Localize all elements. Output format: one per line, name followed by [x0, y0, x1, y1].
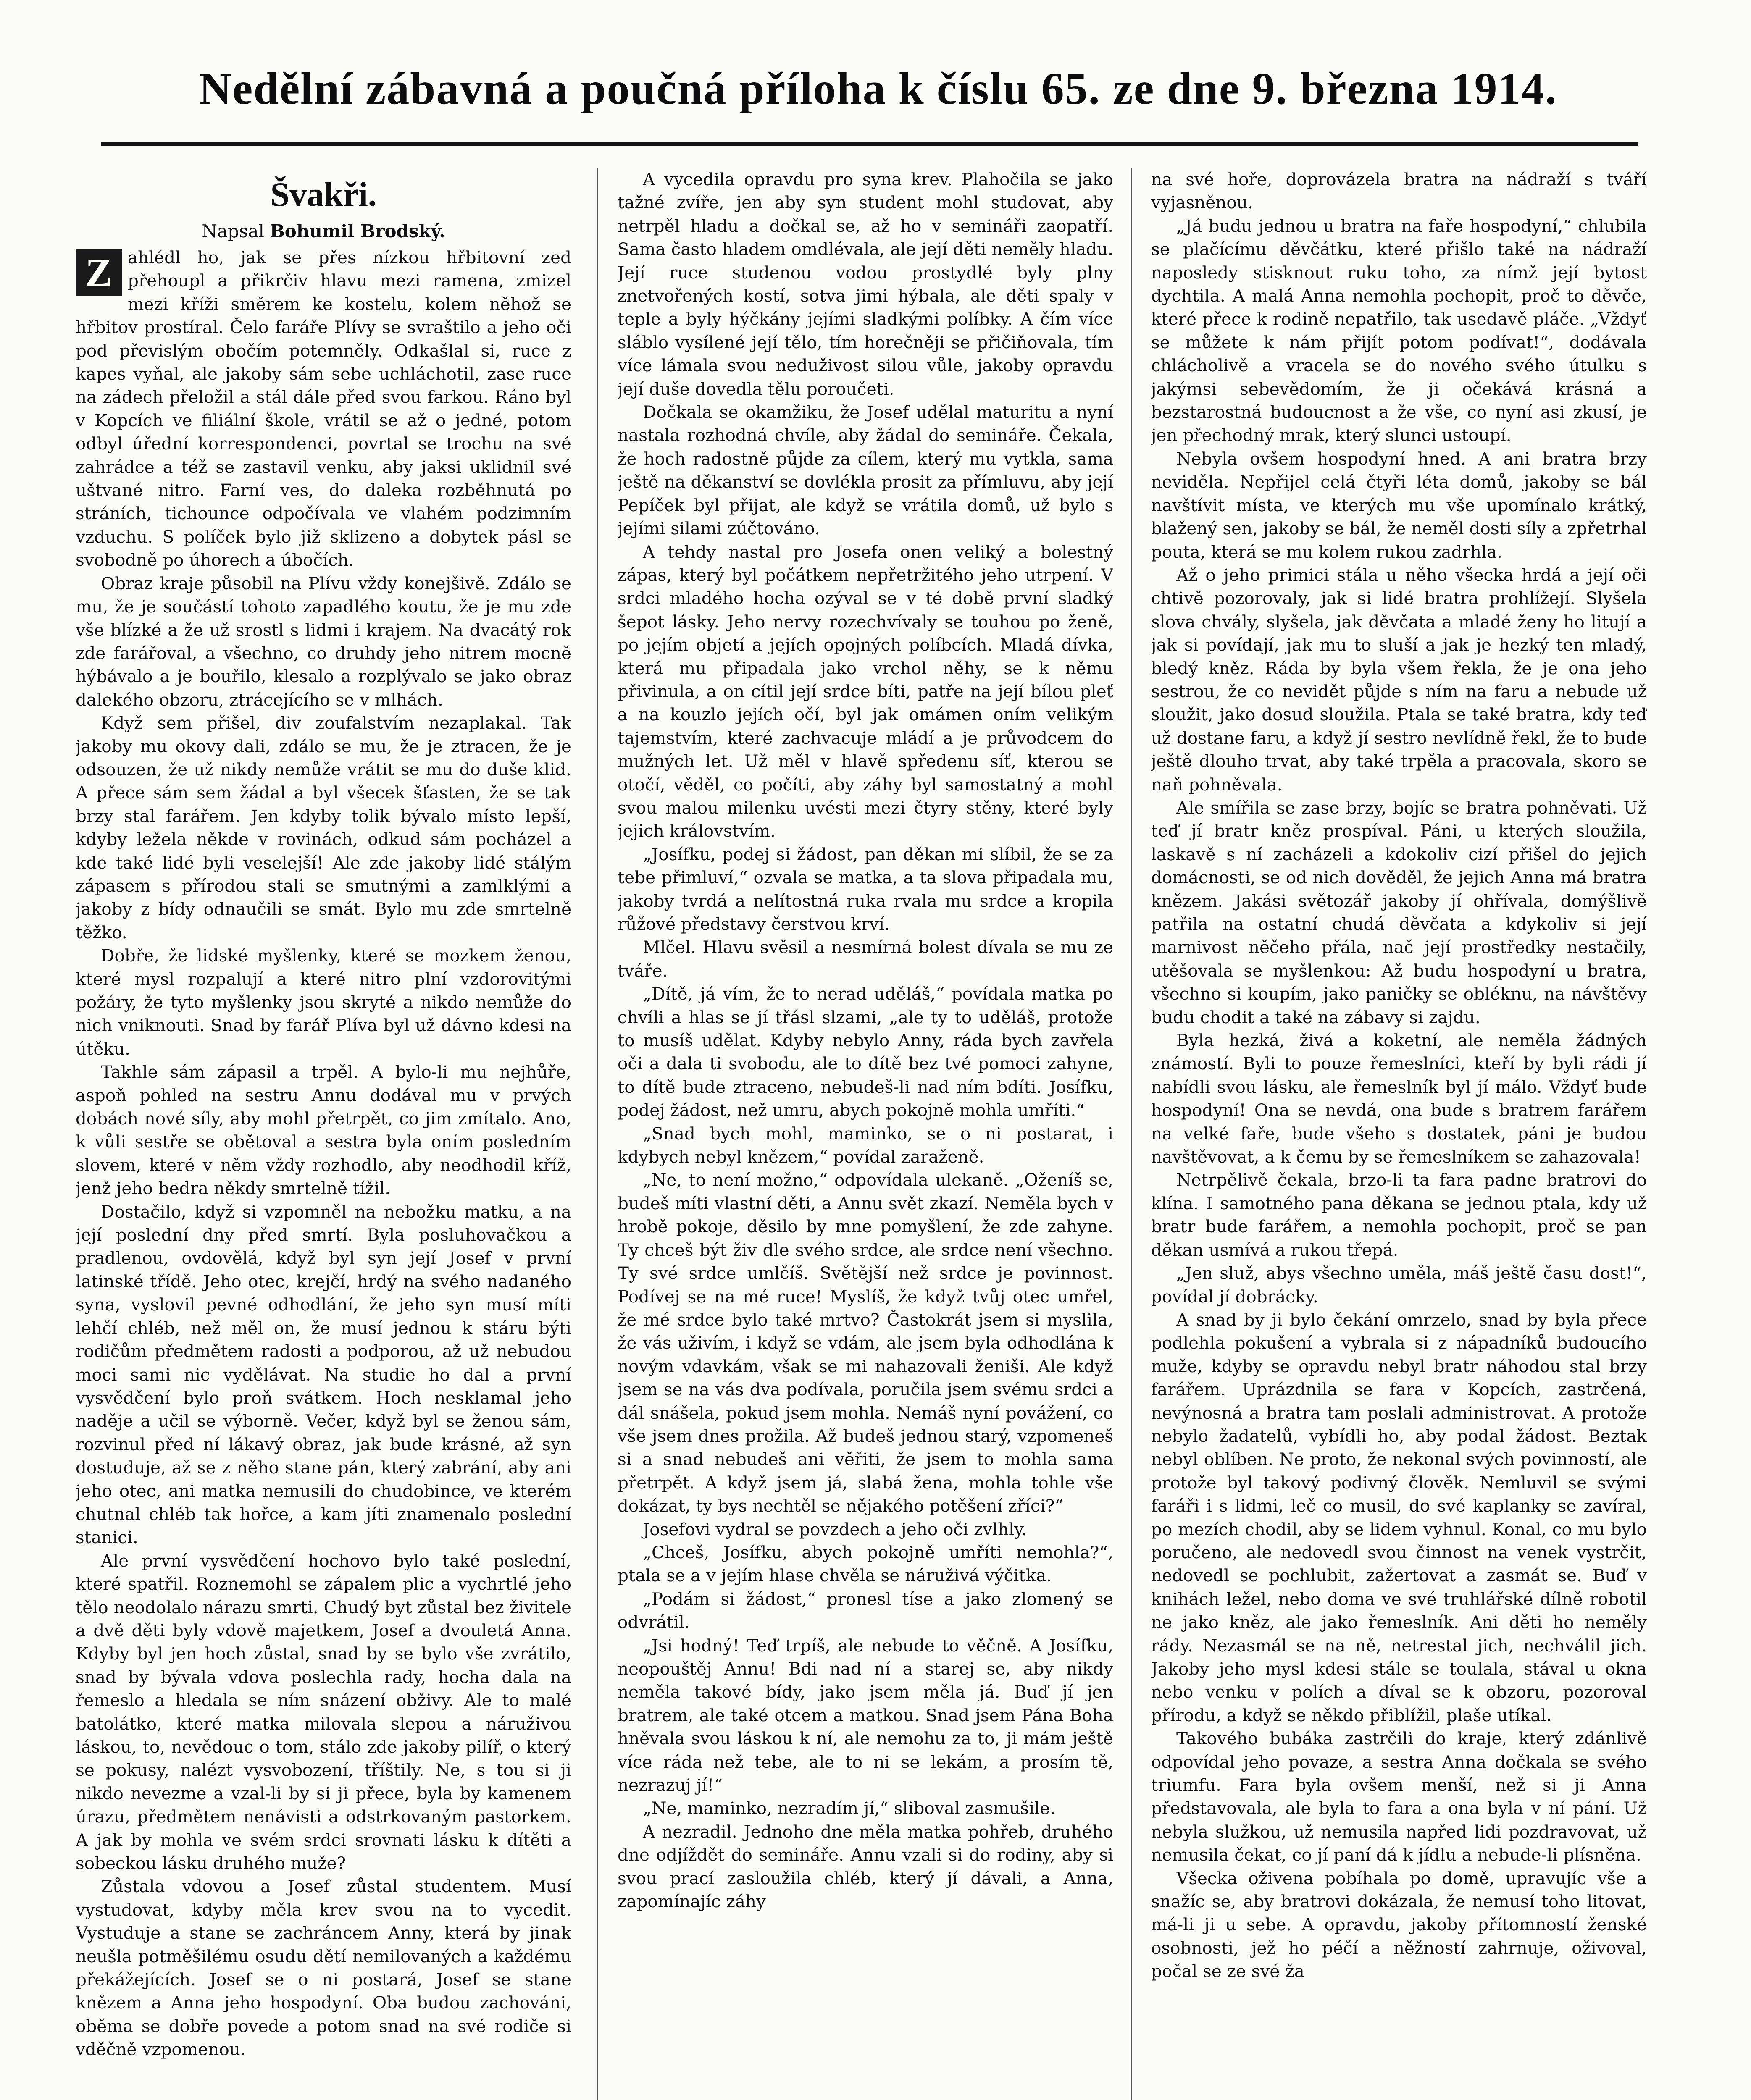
paragraph: Všecka oživena pobíhala po domě, upravujíc vše a snažíc se, aby bratrovi dokázala, že nemusí toho litovat, má-li ji u sebe. A opravdu, jakoby přítomností ženské osobnosti, jež ho péčí a něžností zahrnuje, oživoval, počal se ze své ža — [1151, 1868, 1647, 1982]
paragraph: „Josífku, podej si žádost, pan děkan mi slíbil, že se za tebe přimluví,“ ozvala se matka, a ta slova připadala mu, jakoby tvrdá a nelítostná ruka rvala mu srdce a kropila růžové představy čerstvou krví. — [618, 844, 1113, 934]
paragraph: „Ne, maminko, nezradím jí,“ sliboval zasmušile. — [643, 1798, 1055, 1819]
paragraph: Ale první vysvědčení hochovo bylo také poslední, které spatřil. Roznemohl se zápalem plic a vychrtlé jeho tělo neodolalo nárazu smrti. Chudý byt zůstal bez živitele a dvě děti byly vdově majetkem, Josef a dvouletá Anna. Kdyby byl jen hoch zůstal, snad by se bylo vše zvrátilo, snad by bývala vdova poslechla rady, hocha dala na řemeslo a hledala se ním snázení obživy. Ale to malé batolátko, které matka milovala slepou a náruživou láskou, to, nevědouc o tom, stálo zde jakoby pilíř, o který se pokusy, nalézt vysvobození, tříštily. Ne, s tou si ji nikdo nevezme a vzal-li by si ji přece, byla by kamenem úrazu, předmětem nenávisti a odstrkovaným pastorkem. A jak by mohla ve svém srdci srovnati lásku k dítěti a sobeckou lásku druhého muže? — [76, 1550, 571, 1874]
paragraph: Když sem přišel, div zoufalstvím nezaplakal. Tak jakoby mu okovy dali, zdálo se mu, že je ztracen, že je odsouzen, že už nikdy nemůže vrátit se mu do duše klid. A přece sám sem žádal a byl všecek šťasten, že se tak brzy stal farářem. Jen kdyby tolik bývalo místo lepší, kdyby ležela někde v rovinách, odkud sám pocházel a kde také lidé byli veselejší! Ale zde jakoby lidé stálým zápasem s přírodou stali se smutnými a zamlklými a jakoby z bídy odnaučili se smát. Bylo mu zde smrtelně těžko. — [76, 713, 571, 942]
paragraph: „Dítě, já vím, že to nerad uděláš,“ povídala matka po chvíli a hlas se jí třásl slzami, „ale ty to uděláš, protože to musíš udělat. Kdyby nebylo Anny, ráda bych zavřela oči a dala ti svobodu, ale to dítě bez tvé pomoci zahyne, to dítě bude ztraceno, nebudeš-li nad ním bdíti. Josífku, podej žádost, než umru, abych pokojně mohla umříti.“ — [618, 984, 1113, 1121]
paragraph: „Chceš, Josífku, abych pokojně umříti nemohla?“, ptala se a v jejím hlase chvěla se náruživá výčitka. — [618, 1542, 1113, 1586]
paragraph: Nebyla ovšem hospodyní hned. A ani bratra brzy neviděla. Nepřijel celá čtyři léta domů, jakoby se bál navštívit místa, ve kterých mu vše upomínalo krátký, blažený sen, jakoby se bál, že neměl dosti síly a zpřetrhal pouta, která se mu kolem rukou zadrhla. — [1151, 448, 1647, 562]
paragraph: ahlédl ho, jak se přes nízkou hřbitovní zeď přehoupl a přikrčiv hlavu mezi ramena, zmizel mezi kříži směrem ke kostelu, kolem něhož se hřbitov prostíral. Čelo faráře Plívy se svraštilo a jeho oči pod převislým obočím potemněly. Odkašlal si, ruce z kapes vyňal, ale jakoby sám sebe uchláchotil, zase ruce na zádech přeložil a stál dále před svou farkou. Ráno byl v Kopcích ve filiální škole, vrátil se až o jedné, potom odbyl úřední korrespondenci, povrtal se trochu na své zahrádce a též se zastavil venku, aby jaksi uklidnil své uštvané nitro. Farní ves, do daleka rozběhnutá po stráních, tichounce odpočívala ve vlahém podzimním vzduchu. S políček bylo již sklizeno a dobytek pásl se svobodně po úhorech a úbočích. — [76, 247, 571, 570]
paragraph: Mlčel. Hlavu svěsil a nesmírná bolest dívala se mu ze tváře. — [618, 937, 1113, 981]
supplement-header: Nedělní zábavná a poučná příloha k číslu 65. ze dne 9. března 1914. — [199, 64, 1557, 114]
byline — [76, 219, 571, 244]
byline-prefix: Napsal — [202, 221, 264, 242]
paragraph: Dobře, že lidské myšlenky, které se mozkem ženou, které mysl rozpalují a které nitro plní vzdorovitými požáry, že tyto myšlenky jsou skryté a nikdo nemůže do nich vniknouti. Snad by farář Plíva byl už dávno kdesi na útěku. — [76, 945, 571, 1059]
column-2 — [618, 168, 1113, 2100]
paragraph: A snad by ji bylo čekání omrzelo, snad by byla přece podlehla pokušení a vybrala si z nápadníků budoucího muže, kdyby se opravdu nebyl bratr náhodou stal brzy farářem. Uprázdnila se fara v Kopcích, zastrčená, nevýnosná a bratra tam poslali administrovat. A protože nebylo žadatelů, vybídli ho, aby podal žádost. Beztak nebyl oblíben. Ne proto, že nekonal svých povinností, ale protože byl takový podivný člověk. Nemluvil se svými faráři i s lidmi, leč co musil, do své kaplanky se zavíral, po mezích chodil, aby se lidem vyhnul. Konal, co mu bylo poručeno, ale nedovedl svou činnost na venek vystrčit, nedovedl se pochlubit, zažertovat a zasmát se. Buď v knihách ležel, nebo doma ve své truhlářské dílně robotil ne jako kněz, ale jako řemeslník. Ani děti ho neměly rády. Nezasmál se na ně, netrestal jich, nechválil jich. Jakoby jeho mysl kdesi stále se toulala, stával u okna nebo venku v polích a díval se k obzoru, pozoroval přírodu, a když se někdo přiblížil, plaše utíkal. — [1151, 1309, 1647, 1725]
paragraph: „Snad bych mohl, maminko, se o ni postarat, i kdybych nebyl knězem,“ povídal zaraženě. — [618, 1123, 1113, 1167]
paragraph: Josefovi vydral se povzdech a jeho oči zvlhly. — [643, 1519, 1027, 1539]
article-title: Švakři. — [270, 175, 377, 213]
paragraph: Obraz kraje působil na Plívu vždy konejšivě. Zdálo se mu, že je součástí tohoto zapadlého koutu, že je mu zde vše blízké a že už srostl s lidmi i krajem. Na dvacátý rok zde farářoval, a všechno, co druhdy jeho nitrem mocně hýbávalo a je bouřilo, klesalo a rozplývalo se jako obraz dalekého obzoru, ztrácejícího se v mlhách. — [76, 573, 571, 710]
author-name: Bohumil Brodský. — [270, 221, 445, 242]
paragraph: „Jen služ, abys všechno uměla, máš ještě času dost!“, povídal jí dobrácky. — [1151, 1263, 1647, 1307]
paragraph: Zůstala vdovou a Josef zůstal studentem. Musí vystudovat, kdyby měla krev svou na to vycedit. Vystuduje a stane se zachráncem Anny, která by jinak neušla potměšilému osudu dětí nemilovaných a každému překážejících. Josef se o ni postará, Josef se stane knězem a Anna jeho hospodyní. Oba budou zachováni, oběma se dobře povede a potom snad na své rodiče si vděčně vzpomenou. — [76, 1876, 571, 2060]
paragraph: Ale smířila se zase brzy, bojíc se bratra pohněvati. Už teď jí bratr kněz prospíval. Páni, u kterých sloužila, laskavě s ní zacházeli a kdokoliv cizí přišel do jejich domácnosti, se od nich dověděl, že jejich Anna má bratra knězem. Jakási světozář jakoby jí ohřívala, domýšlivě patřila na ostatní chudá děvčata a kdykoliv si její marnivost něčeho přála, nač její prostředky nestačily, utěšovala se myšlenkou: Až budu hospodyní u bratra, všechno si koupím, jako paničky se obléknu, na návštěvy budu chodit a také na zábavy si zajdu. — [1151, 797, 1647, 1027]
paragraph: Dočkala se okamžiku, že Josef udělal maturitu a nyní nastala rozhodná chvíle, aby žádal do semináře. Čekala, že hoch radostně půjde za cílem, který mu vytkla, sama ještě na děkanství se dovlékla prosit za přímluvu, aby její Pepíček byl přijat, ale když se vrátila domů, už bylo s jejími silami zúčtováno. — [618, 402, 1113, 539]
header-rule — [101, 142, 1638, 146]
column-divider — [1131, 168, 1132, 2100]
column-divider — [597, 168, 598, 2100]
paragraph: „Já budu jednou u bratra na faře hospodyní,“ chlubila se plačícímu děvčátku, které přišlo také na nádraží naposledy stisknout ruku toho, za nímž její bytost dychtila. A malá Anna nemohla pochopit, proč to děvče, které přece k rodině nepatřilo, tak usedavě pláče. „Vždyť se můžete k nám přijít potom podívat!“, dodávala chlácholivě a vracela se do nového svého útulku s jakýmsi sebevědomím, že ji očekává krásná a bezstarostná budoucnost a že vše, co nyní asi zkusí, je jen přechodný mrak, který slunci ustoupí. — [1151, 215, 1647, 446]
column-3 — [1151, 168, 1647, 2100]
paragraph: na své hoře, doprovázela bratra na nádraží s tváří vyjasněnou. — [1151, 169, 1647, 213]
paragraph: A tehdy nastal pro Josefa onen veliký a bolestný zápas, který byl počátkem nepřetržitého jeho utrpení. V srdci mladého hocha ozýval se v té době první sladký šepot lásky. Jeho nervy rozechvívaly se touhou po ženě, po jejím objetí a jejích opojných políbcích. Mladá dívka, která mu připadala jako vrchol něhy, se k němu přivinula, a on cítil její srdce bíti, patře na její bílou pleť a na kouzlo jejích očí, byl jak omámen oním velikým tajemstvím, které zachvacuje mládí a je průvodcem do mužných let. Už měl v hlavě spředenu síť, kterou se otočí, věděl, co počíti, aby záhy byl samostatný a mohl svou malou milenku uvésti mezi čtyry stěny, které byly jejich královstvím. — [618, 541, 1113, 841]
paragraph: Takhle sám zápasil a trpěl. A bylo-li mu nejhůře, aspoň pohled na sestru Annu dodával mu v prvých dobách nové síly, aby mohl přetrpět, co jim zmítalo. Ano, k vůli sestře se obětoval a sestra byla oním posledním slovem, které v něm vždy rozhodlo, aby neodhodil kříž, jenž jeho bedra někdy smrtelně tížil. — [76, 1062, 571, 1199]
paragraph: „Jsi hodný! Teď trpíš, ale nebude to věčně. A Josífku, neopouštěj Annu! Bdi nad ní a starej se, aby nikdy neměla takové bídy, jako jsem měla já. Buď jí jen bratrem, ale také otcem a matkou. Snad jsem Pána Boha hněvala svou láskou k ní, ale nemohu za to, ji mám ještě více ráda než tebe, ale to ni se lekám, a prosím tě, nezrazuj jí!“ — [618, 1635, 1113, 1796]
paragraph: Dostačilo, když si vzpomněl na nebožku matku, a na její poslední dny před smrtí. Byla posluhovačkou a pradlenou, ovdovělá, když byl syn její Josef v první latinské třídě. Jeho otec, krejčí, hrdý na svého nadaného syna, vyslovil pevné odhodlání, že jeho syn musí míti lehčí chléb, než měl on, že musí jednou k stáru býti rodičům předmětem radosti a podporou, až už nebudou moci sami nic vydělávat. Na studie ho dal a první vysvědčení bylo proň svátkem. Hoch nesklamal jeho naděje a učil se výborně. Večer, když byl se ženou sám, rozvinul před ní lákavý obraz, jak bude krásné, až syn dostuduje, až se z něho stane pán, který zabrání, aby ani jeho otec, ani matka nemusili do chudobince, ve kterém chutnal chléb tak hořce, a kam jíti znamenalo poslední stanici. — [76, 1201, 571, 1548]
paragraph: Netrpělivě čekala, brzo-li ta fara padne bratrovi do klína. I samotného pana děkana se jednou ptala, kdy už bratr bude farářem, a nemohla pochopit, proč se pan děkan usmívá a rukou třepá. — [1151, 1170, 1647, 1260]
column-1 — [76, 168, 571, 2100]
dropcap-initial: Z — [76, 249, 122, 296]
paragraph: A vycedila opravdu pro syna krev. Plahočila se jako tažné zvíře, jen aby syn student mohl studovat, aby netrpěl hladu a dočkal se, až ho v semináři zaopatří. Sama často hladem omdlévala, ale její děti neměly hladu. Její ruce studenou vodou prostydlé byly plny znetvořených kostí, sotva jimi hýbala, ale děti spaly v teple a byly hýčkány jejími sladkými políbky. A čím více sláblo vysílené její tělo, tím horečněji se přičiňovala, tím více lámala svou neduživost silou vůle, jakoby opravdu její duše dovedla tělu poroučeti. — [618, 169, 1113, 399]
paragraph: Až o jeho primici stála u něho všecka hrdá a její oči chtivě pozorovaly, jak si lidé bratra prohlížejí. Slyšela slova chvály, slyšela, jak děvčata a mladé ženy ho litují a jak si povídají, jak mu to sluší a jak je hezký ten mladý, bledý kněz. Ráda by byla všem řekla, že je ona jeho sestrou, že co nevidět půjde s ním na faru a nebude už sloužit, jako dosud sloužila. Ptala se také bratra, kdy teď už dostane faru, a když jí sestro nevlídně řekl, že to bude ještě dlouho trvat, aby také trpěla a pracovala, skoro se naň pohněvala. — [1151, 564, 1647, 795]
paragraph: „Podám si žádost,“ pronesl tíse a jako zlomený se odvrátil. — [618, 1588, 1113, 1633]
paragraph: „Ne, to není možno,“ odpovídala ulekaně. „Oženíš se, budeš míti vlastní děti, a Annu svět zkazí. Neměla bych v hrobě pokoje, děsilo by mne pomyšlení, že zde zahyne. Ty chceš být živ dle svého srdce, ale srdce není všechno. Ty své srdce umlčíš. Světější než srdce je povinnost. Podívej se na mé ruce! Myslíš, že když tvůj otec umřel, že mé srdce bylo také mrtvo? Častokrát jsem si myslila, že vás uživím, i když se vdám, ale jsem byla odhodlána k novým vdavkám, však se mi nahazovali ženiši. Ale když jsem se na vás dva podívala, poručila jsem svému srdci a dál snášela, pokud jsem mohla. Nemáš nyní povážení, co vše jsem dnes prožila. Až budeš jednou starý, vzpomeneš si a snad nebudeš ani věřiti, že jsem to mohla sama přetrpět. A když jsem já, slabá žena, mohla tohle vše dokázat, ty bys nechtěl se nějakého potěšení zříci?“ — [618, 1170, 1113, 1516]
paragraph: Takového bubáka zastrčili do kraje, který zdánlivě odpovídal jeho povaze, a sestra Anna dočkala se svého triumfu. Fara byla ovšem menší, než si ji Anna představovala, ale byla to fara a ona byla v ní pání. Už nebyla služkou, už nemusila napřed lidi pozdravovat, už nemusila čekat, co jí paní dá k jídlu a nebude-li plísněna. — [1151, 1728, 1647, 1865]
paragraph: Byla hezká, živá a koketní, ale neměla žádných známostí. Byli to pouze řemeslníci, kteří by byli rádi jí nabídli svou lásku, ale řemeslník byl jí málo. Vždyť bude hospodyní! Ona se nevdá, ona bude s bratrem farářem na velké faře, bude všeho s dostatek, páni je budou navštěvovat, a k čemu by se řemeslníkem se zahazovala! — [1151, 1030, 1647, 1167]
paragraph: A nezradil. Jednoho dne měla matka pohřeb, druhého dne odjíždět do semináře. Annu vzali si do rodiny, aby si svou prací zasloužila chléb, který jí dávali, a Anna, zapomínajíc záhy — [618, 1821, 1113, 1912]
